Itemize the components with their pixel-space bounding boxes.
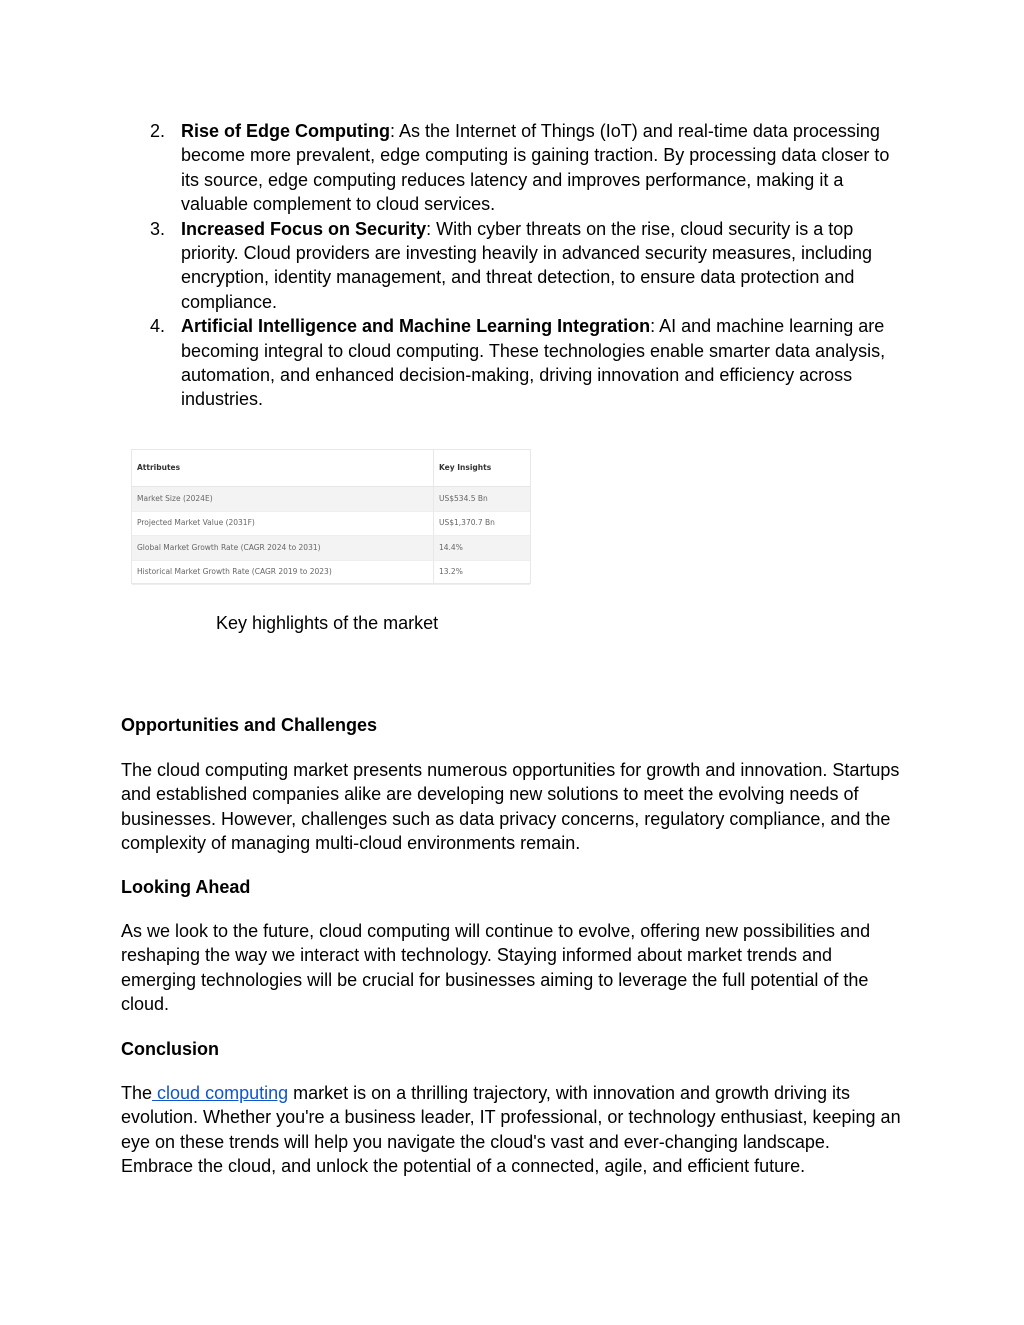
table-cell-insight: 13.2%	[434, 560, 531, 585]
looking-ahead-paragraph: As we look to the future, cloud computing will continue to evolve, offering new possibilities and reshaping the way we interact with technology. Staying informed about market trends and emerging technologies will be crucial for businesses aiming to leverage the full potential of the cloud.	[121, 921, 871, 1015]
conclusion-paragraph	[121, 1081, 906, 1179]
opportunities-heading: Opportunities and Challenges	[121, 715, 378, 735]
list-item	[121, 217, 911, 315]
list-item-title: Rise of Edge Computing	[181, 121, 390, 141]
list-item	[121, 119, 911, 217]
conclusion-text-suffix: market is on a thrilling trajectory, with innovation and growth driving its evolution. Whether you're a business leader, IT professional, or technology enthusiast, keeping an eye on these trends will help you navigate the cloud's vast and ever-changing landscape. Embrace the cloud, and unlock the potential of a connected, agile, and efficient future.	[121, 1083, 901, 1177]
list-number: 3.	[150, 218, 166, 239]
list-item-title: Artificial Intelligence and Machine Learning Integration	[181, 316, 651, 337]
table-cell-attribute: Market Size (2024E)	[132, 487, 434, 512]
table-row	[132, 560, 530, 585]
key-insights-table	[132, 450, 530, 585]
table-row	[132, 511, 530, 536]
table-header-attributes: Attributes	[132, 450, 434, 487]
cloud-computing-link[interactable]: cloud computing	[152, 1083, 289, 1103]
conclusion-text-prefix: The	[121, 1083, 153, 1103]
table-row	[132, 487, 530, 512]
table-cell-insight: 14.4%	[434, 536, 531, 561]
list-item-text: : With cyber threats on the rise, cloud security is a top priority. Cloud providers are investing heavily in advanced security measures, including encryption, identity management, and threat detection, to ensure data protection and compliance.	[181, 218, 873, 312]
list-number: 2.	[150, 121, 166, 141]
table-header-key-insights: Key Insights	[434, 450, 531, 487]
table-cell-attribute: Historical Market Growth Rate (CAGR 2019 to 2023)	[132, 560, 434, 585]
list-item	[121, 314, 911, 412]
table-cell-attribute: Global Market Growth Rate (CAGR 2024 to 2031)	[132, 536, 434, 561]
table-cell-insight: US$1,370.7 Bn	[434, 511, 531, 536]
table-caption: Key highlights of the market	[216, 613, 439, 633]
looking-ahead-heading: Looking Ahead	[121, 877, 251, 897]
list-item-text: : As the Internet of Things (IoT) and real-time data processing become more prevalent, edge computing is gaining traction. By processing data closer to its source, edge computing reduces latency and improves performance, making it a valuable complement to cloud services.	[181, 121, 890, 215]
table-cell-attribute: Projected Market Value (2031F)	[132, 511, 434, 536]
opportunities-paragraph: The cloud computing market presents numerous opportunities for growth and innovation. Startups and established companies alike are developing new solutions to meet the evolving needs of businesses. However, challenges such as data privacy concerns, regulatory compliance, and the complexity of managing multi-cloud environments remain.	[121, 760, 900, 854]
list-number: 4.	[150, 316, 166, 337]
list-item-text: : AI and machine learning are becoming integral to cloud computing. These technologies enable smarter data analysis, automation, and enhanced decision-making, driving innovation and efficiency across industries.	[181, 316, 886, 410]
conclusion-heading: Conclusion	[121, 1039, 219, 1059]
table-header-row	[132, 450, 530, 487]
table-row	[132, 536, 530, 561]
list-item-title: Increased Focus on Security	[181, 218, 427, 239]
key-insights-table-image	[131, 449, 531, 584]
trends-list	[121, 119, 911, 412]
table-cell-insight: US$534.5 Bn	[434, 487, 531, 512]
